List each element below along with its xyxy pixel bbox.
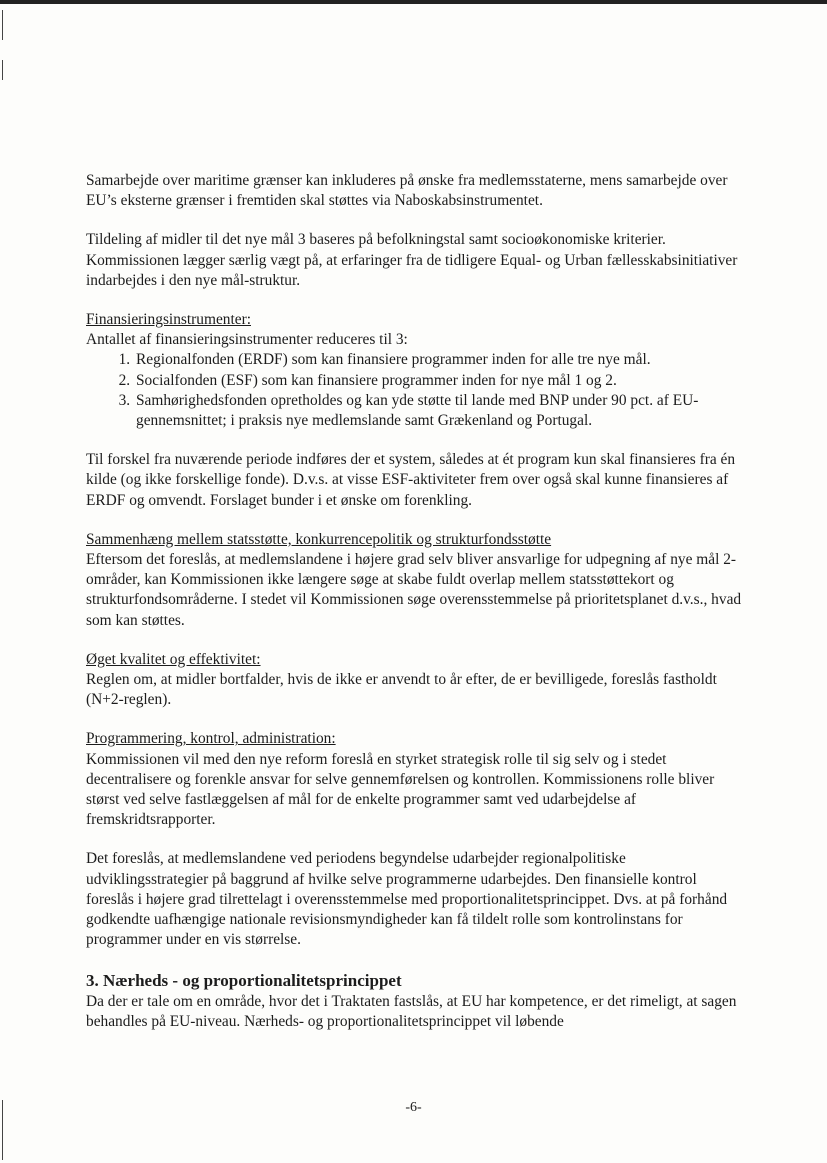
list-item: 1. Regionalfonden (ERDF) som kan finansiere programmer inden for alle tre nye mål. bbox=[134, 350, 746, 370]
page-number: -6- bbox=[405, 1100, 422, 1115]
section-state-aid bbox=[86, 530, 746, 631]
section-heading-financing: Finansieringsinstrumenter: bbox=[86, 311, 251, 329]
section-heading-programming: Programmering, kontrol, administration: bbox=[86, 730, 336, 748]
paragraph-goal-3-allocation: Tildeling af midler til det nye mål 3 baseres på befolkningstal samt socioøkonomiske kriterier. Kommissionen lægger særlig vægt på, at erfaringer fra de tidligere Equal- og Urban fællesskabsinitiativer indarbejdes i den nye mål-struktur. bbox=[86, 231, 738, 289]
document-body bbox=[86, 171, 746, 1051]
section-quality bbox=[86, 650, 746, 711]
paragraph-maritime-borders: Samarbejde over maritime grænser kan inkluderes på ønske fra medlemsstaterne, mens samarbejde over EU’s eksterne grænser i fremtiden skal støttes via Naboskabsinstrumentet. bbox=[86, 172, 728, 210]
paragraph-programming-1: Kommissionen vil med den nye reform foreslå en styrket strategisk rolle til sig selv og i stedet decentralisere og forenkle ansvar for selve gennemførelsen og kontrollen. Kommissionens rolle bliver størst ved selve fastlæggelsen af mål for de enkelte programmer samt ved udarbejdelse af fremskridtsrapporter. bbox=[86, 750, 715, 829]
list-item: 3. Samhørighedsfonden opretholdes og kan yde støtte til lande med BNP under 90 pct. af EU-gennemsnittet; i praksis nye medlemslande samt Grækenland og Portugal. bbox=[134, 391, 746, 431]
section-3 bbox=[86, 970, 746, 1032]
top-scan-rule bbox=[0, 0, 827, 4]
paragraph-state-aid: Eftersom det foreslås, at medlemslandene i højere grad selv bliver ansvarlige for udpegning af nye mål 2-områder, kan Kommissionen ikke længere søge at skabe fuldt overlap mellem statsstøttekort og strukturfondsområderne. I stedet vil Kommissionen søge overensstemmelse på prioritetsplanet d.v.s., hvad som kan støttes. bbox=[86, 551, 742, 629]
paragraph-financing-followup: Til forskel fra nuværende periode indføres der et system, således at ét program kun skal finansieres fra én kilde (og ikke forskellige fonde). D.v.s. at visse ESF-aktiviteter frem over også skal kunne finansieres af ERDF og omvendt. Forslaget bunder i et ønske om forenkling. bbox=[86, 451, 736, 509]
paragraph-quality: Reglen om, at midler bortfalder, hvis de ikke er anvendt to år efter, de er bevilligede, foreslås fastholdt (N+2-reglen). bbox=[86, 671, 717, 709]
paragraph-programming-2: Det foreslås, at medlemslandene ved periodens begyndelse udarbejder regionalpolitiske udviklingsstrategier på baggrund af hvilke selve programmerne udarbejdes. Den finansielle kontrol foreslås i højere grad tilrettelagt i overensstemmelse med proportionalitetsprincippet. Dvs. at på forhånd godkendte uafhængige nationale revisionsmyndigheder kan få tildelt rolle som kontrolinstans for programmer under en vis størrelse. bbox=[86, 850, 728, 949]
list-item: 2. Socialfonden (ESF) som kan finansiere programmer inden for nye mål 1 og 2. bbox=[134, 371, 746, 391]
paragraph-section-3: Da der er tale om en område, hvor det i Traktaten fastslås, at EU har kompetence, er det rimeligt, at sagen behandles på EU-niveau. Nærheds- og proportionalitetsprincippet vil løbende bbox=[86, 992, 737, 1030]
financing-list bbox=[86, 350, 746, 431]
section-financing bbox=[86, 310, 746, 511]
left-scan-mark bbox=[2, 60, 3, 80]
left-scan-mark bbox=[2, 10, 3, 40]
section-heading-3: 3. Nærheds - og proportionalitetsprincippet bbox=[86, 970, 402, 990]
section-heading-state-aid: Sammenhæng mellem statsstøtte, konkurrencepolitik og strukturfondsstøtte bbox=[86, 530, 552, 548]
section-programming bbox=[86, 729, 746, 950]
financing-intro: Antallet af finansieringsinstrumenter reduceres til 3: bbox=[86, 331, 408, 349]
section-heading-quality: Øget kvalitet og effektivitet: bbox=[86, 650, 261, 668]
